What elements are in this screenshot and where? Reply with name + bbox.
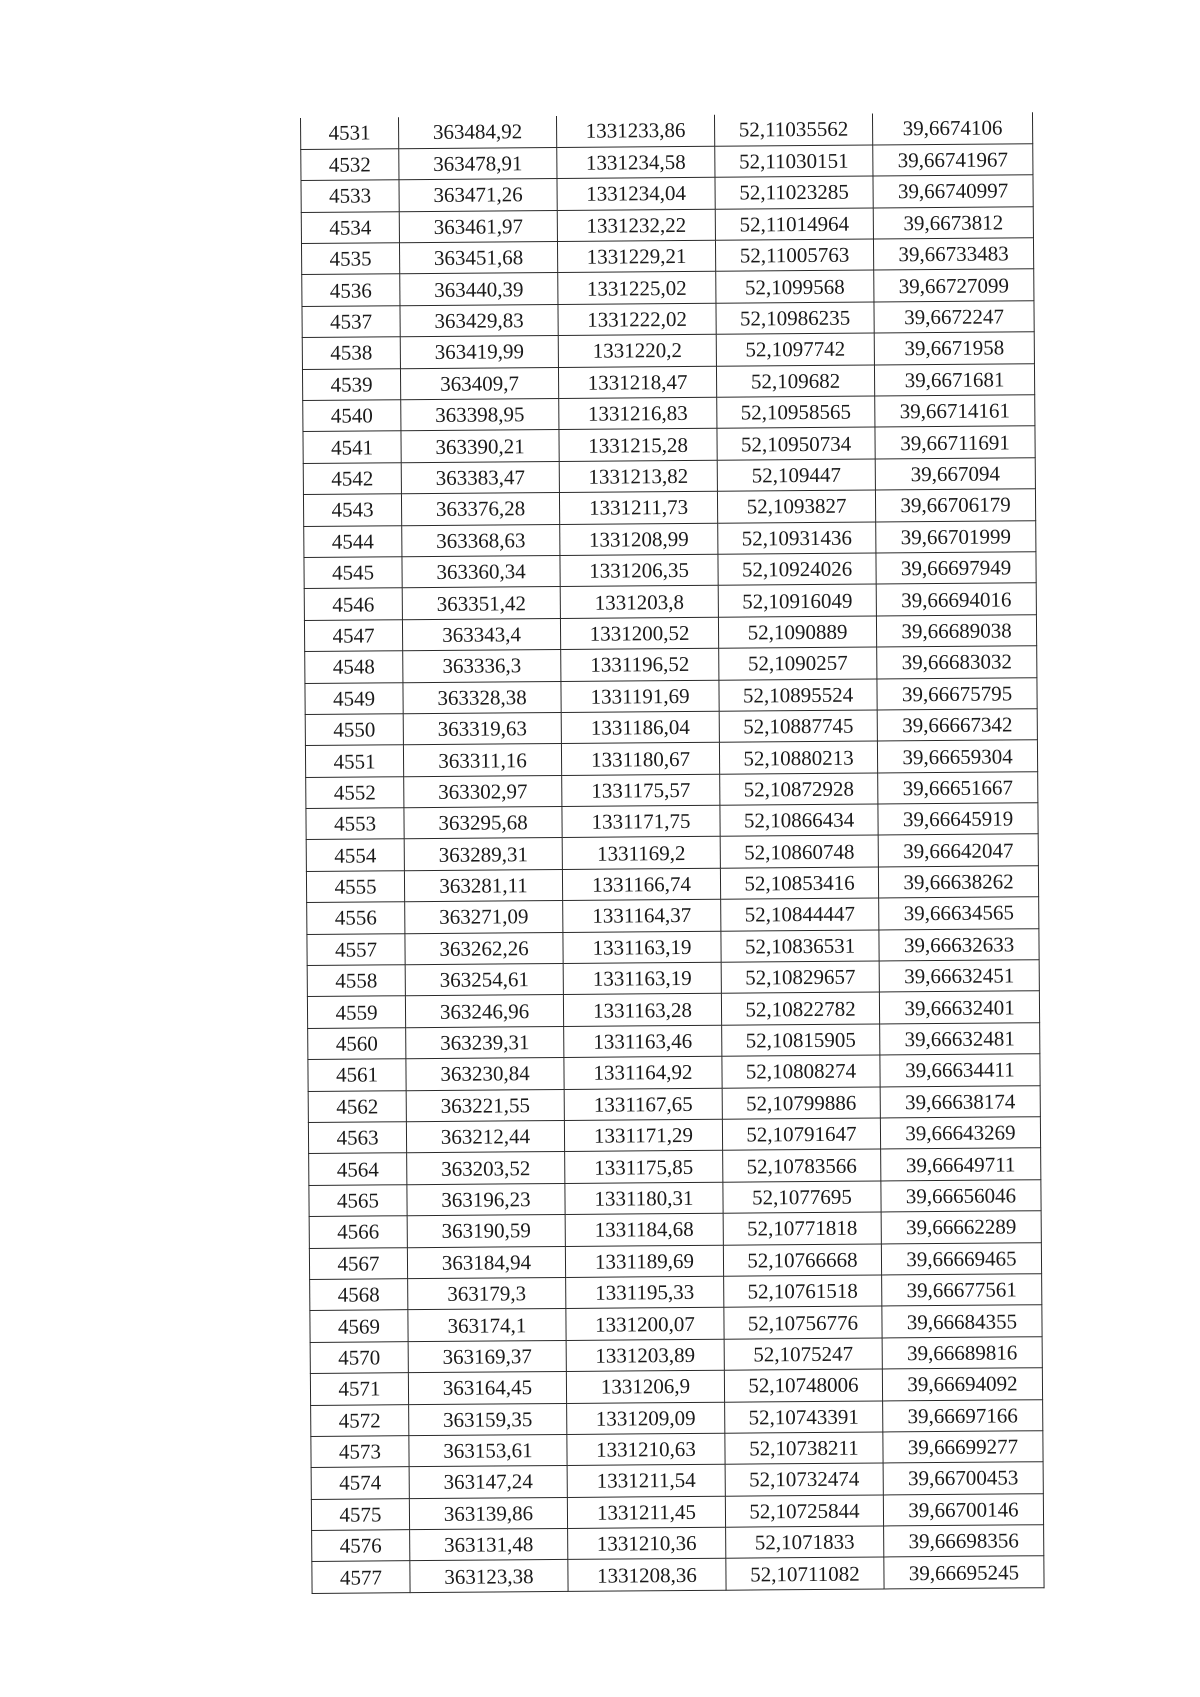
y-coordinate-cell: 1331220,2 <box>558 334 716 367</box>
x-coordinate-cell: 363289,31 <box>404 838 562 871</box>
x-coordinate-cell: 363409,7 <box>400 367 558 400</box>
y-coordinate-cell: 1331186,04 <box>561 711 719 744</box>
point-number-cell: 4574 <box>311 1467 409 1499</box>
point-number-cell: 4550 <box>305 714 403 746</box>
x-coordinate-cell: 363230,84 <box>406 1058 564 1091</box>
longitude-cell: 39,66698356 <box>884 1525 1044 1558</box>
y-coordinate-cell: 1331175,57 <box>562 774 720 807</box>
x-coordinate-cell: 363196,23 <box>407 1183 565 1216</box>
x-coordinate-cell: 363376,28 <box>401 493 559 526</box>
latitude-cell: 52,10815905 <box>722 1024 880 1057</box>
latitude-cell: 52,1071833 <box>726 1526 884 1559</box>
point-number-cell: 4560 <box>308 1028 406 1060</box>
x-coordinate-cell: 363383,47 <box>401 461 559 494</box>
x-coordinate-cell: 363368,63 <box>402 524 560 557</box>
longitude-cell: 39,66638262 <box>878 866 1038 899</box>
point-number-cell: 4533 <box>301 180 399 212</box>
x-coordinate-cell: 363221,55 <box>406 1089 564 1122</box>
coordinates-table <box>300 112 1045 1594</box>
coordinates-table-container <box>300 112 1045 1594</box>
latitude-cell: 52,10711082 <box>726 1557 884 1590</box>
y-coordinate-cell: 1331200,52 <box>560 617 718 650</box>
latitude-cell: 52,10829657 <box>721 961 879 994</box>
y-coordinate-cell: 1331229,21 <box>557 240 715 273</box>
longitude-cell: 39,66632481 <box>880 1023 1040 1056</box>
longitude-cell: 39,66697949 <box>876 552 1036 585</box>
latitude-cell: 52,10748006 <box>724 1369 882 1402</box>
x-coordinate-cell: 363281,11 <box>404 869 562 902</box>
y-coordinate-cell: 1331210,36 <box>568 1527 726 1560</box>
y-coordinate-cell: 1331171,29 <box>564 1119 722 1152</box>
point-number-cell: 4544 <box>304 525 402 557</box>
latitude-cell: 52,10844447 <box>721 898 879 931</box>
y-coordinate-cell: 1331189,69 <box>565 1245 723 1278</box>
latitude-cell: 52,10743391 <box>725 1400 883 1433</box>
point-number-cell: 4557 <box>307 933 405 965</box>
x-coordinate-cell: 363343,4 <box>402 618 560 651</box>
latitude-cell: 52,10895524 <box>719 679 877 712</box>
longitude-cell: 39,66651667 <box>878 771 1038 804</box>
longitude-cell: 39,66699277 <box>883 1431 1043 1464</box>
latitude-cell: 52,10836531 <box>721 930 879 963</box>
point-number-cell: 4536 <box>302 274 400 306</box>
y-coordinate-cell: 1331234,58 <box>557 146 715 179</box>
point-number-cell: 4554 <box>306 839 404 871</box>
x-coordinate-cell: 363351,42 <box>402 587 560 620</box>
point-number-cell: 4543 <box>303 494 401 526</box>
x-coordinate-cell: 363246,96 <box>405 995 563 1028</box>
y-coordinate-cell: 1331191,69 <box>561 680 719 713</box>
latitude-cell: 52,1090889 <box>718 616 876 649</box>
point-number-cell: 4549 <box>305 682 403 714</box>
longitude-cell: 39,66700146 <box>883 1493 1043 1526</box>
longitude-cell: 39,66701999 <box>876 520 1036 553</box>
y-coordinate-cell: 1331215,28 <box>559 429 717 462</box>
latitude-cell: 52,1093827 <box>717 490 875 523</box>
point-number-cell: 4532 <box>301 149 399 181</box>
longitude-cell: 39,66683032 <box>877 646 1037 679</box>
point-number-cell: 4540 <box>303 400 401 432</box>
point-number-cell: 4563 <box>308 1122 406 1154</box>
point-number-cell: 4552 <box>306 776 404 808</box>
y-coordinate-cell: 1331163,19 <box>563 931 721 964</box>
point-number-cell: 4566 <box>309 1216 407 1248</box>
x-coordinate-cell: 363139,86 <box>409 1497 567 1530</box>
latitude-cell: 52,10732474 <box>725 1463 883 1496</box>
latitude-cell: 52,10950734 <box>717 427 875 460</box>
point-number-cell: 4548 <box>305 651 403 683</box>
longitude-cell: 39,6674106 <box>872 112 1032 145</box>
latitude-cell: 52,10860748 <box>720 835 878 868</box>
point-number-cell: 4569 <box>310 1310 408 1342</box>
y-coordinate-cell: 1331196,52 <box>561 648 719 681</box>
longitude-cell: 39,66695245 <box>884 1556 1044 1589</box>
latitude-cell: 52,1077695 <box>723 1181 881 1214</box>
x-coordinate-cell: 363429,83 <box>400 304 558 337</box>
x-coordinate-cell: 363319,63 <box>403 712 561 745</box>
longitude-cell: 39,66667342 <box>877 709 1037 742</box>
y-coordinate-cell: 1331206,9 <box>566 1370 724 1403</box>
longitude-cell: 39,667094 <box>875 458 1035 491</box>
longitude-cell: 39,66733483 <box>873 238 1033 271</box>
longitude-cell: 39,66689816 <box>882 1336 1042 1369</box>
x-coordinate-cell: 363398,95 <box>401 398 559 431</box>
point-number-cell: 4542 <box>303 463 401 495</box>
latitude-cell: 52,10822782 <box>721 992 879 1025</box>
y-coordinate-cell: 1331184,68 <box>565 1213 723 1246</box>
latitude-cell: 52,109447 <box>717 459 875 492</box>
y-coordinate-cell: 1331200,07 <box>566 1308 724 1341</box>
longitude-cell: 39,66677561 <box>882 1274 1042 1307</box>
latitude-cell: 52,10761518 <box>724 1275 882 1308</box>
point-number-cell: 4562 <box>308 1090 406 1122</box>
longitude-cell: 39,66741967 <box>873 144 1033 177</box>
point-number-cell: 4567 <box>309 1247 407 1279</box>
latitude-cell: 52,10756776 <box>724 1306 882 1339</box>
latitude-cell: 52,11035562 <box>714 114 872 147</box>
longitude-cell: 39,66634411 <box>880 1054 1040 1087</box>
y-coordinate-cell: 1331163,28 <box>563 994 721 1027</box>
longitude-cell: 39,66645919 <box>878 803 1038 836</box>
y-coordinate-cell: 1331169,2 <box>562 837 720 870</box>
longitude-cell: 39,66656046 <box>881 1179 1041 1212</box>
point-number-cell: 4572 <box>311 1404 409 1436</box>
y-coordinate-cell: 1331163,46 <box>564 1025 722 1058</box>
point-number-cell: 4539 <box>302 368 400 400</box>
latitude-cell: 52,10738211 <box>725 1432 883 1465</box>
longitude-cell: 39,66643269 <box>880 1117 1040 1150</box>
point-number-cell: 4575 <box>311 1498 409 1530</box>
x-coordinate-cell: 363212,44 <box>406 1120 564 1153</box>
x-coordinate-cell: 363131,48 <box>410 1529 568 1562</box>
longitude-cell: 39,66642047 <box>878 834 1038 867</box>
point-number-cell: 4531 <box>300 117 398 149</box>
y-coordinate-cell: 1331222,02 <box>558 303 716 336</box>
x-coordinate-cell: 363328,38 <box>403 681 561 714</box>
longitude-cell: 39,66684355 <box>882 1305 1042 1338</box>
longitude-cell: 39,6671958 <box>874 332 1034 365</box>
latitude-cell: 52,11023285 <box>715 176 873 209</box>
point-number-cell: 4570 <box>310 1341 408 1373</box>
longitude-cell: 39,66706179 <box>875 489 1035 522</box>
longitude-cell: 39,66700453 <box>883 1462 1043 1495</box>
longitude-cell: 39,66689038 <box>876 614 1036 647</box>
y-coordinate-cell: 1331225,02 <box>558 272 716 305</box>
point-number-cell: 4571 <box>310 1373 408 1405</box>
x-coordinate-cell: 363262,26 <box>405 932 563 965</box>
latitude-cell: 52,10771818 <box>723 1212 881 1245</box>
point-number-cell: 4538 <box>302 337 400 369</box>
longitude-cell: 39,66634565 <box>879 897 1039 930</box>
y-coordinate-cell: 1331164,92 <box>564 1056 722 1089</box>
longitude-cell: 39,66711691 <box>875 426 1035 459</box>
y-coordinate-cell: 1331216,83 <box>559 397 717 430</box>
x-coordinate-cell: 363440,39 <box>400 273 558 306</box>
x-coordinate-cell: 363147,24 <box>409 1466 567 1499</box>
latitude-cell: 52,10766668 <box>723 1244 881 1277</box>
longitude-cell: 39,66675795 <box>877 677 1037 710</box>
latitude-cell: 52,10887745 <box>719 710 877 743</box>
latitude-cell: 52,10872928 <box>720 773 878 806</box>
longitude-cell: 39,66659304 <box>877 740 1037 773</box>
latitude-cell: 52,1097742 <box>716 333 874 366</box>
point-number-cell: 4553 <box>306 808 404 840</box>
x-coordinate-cell: 363239,31 <box>406 1026 564 1059</box>
x-coordinate-cell: 363484,92 <box>398 116 556 149</box>
point-number-cell: 4561 <box>308 1059 406 1091</box>
y-coordinate-cell: 1331218,47 <box>558 366 716 399</box>
point-number-cell: 4534 <box>301 211 399 243</box>
x-coordinate-cell: 363190,59 <box>407 1215 565 1248</box>
y-coordinate-cell: 1331232,22 <box>557 209 715 242</box>
y-coordinate-cell: 1331203,8 <box>560 586 718 619</box>
x-coordinate-cell: 363184,94 <box>407 1246 565 1279</box>
y-coordinate-cell: 1331234,04 <box>557 178 715 211</box>
point-number-cell: 4564 <box>309 1153 407 1185</box>
y-coordinate-cell: 1331171,75 <box>562 805 720 838</box>
y-coordinate-cell: 1331210,63 <box>567 1433 725 1466</box>
y-coordinate-cell: 1331166,74 <box>562 868 720 901</box>
y-coordinate-cell: 1331163,19 <box>563 962 721 995</box>
x-coordinate-cell: 363360,34 <box>402 555 560 588</box>
x-coordinate-cell: 363271,09 <box>405 901 563 934</box>
y-coordinate-cell: 1331175,85 <box>565 1151 723 1184</box>
point-number-cell: 4545 <box>304 557 402 589</box>
y-coordinate-cell: 1331180,31 <box>565 1182 723 1215</box>
longitude-cell: 39,66649711 <box>881 1148 1041 1181</box>
point-number-cell: 4555 <box>306 871 404 903</box>
coordinates-table-body <box>300 112 1044 1593</box>
longitude-cell: 39,66697166 <box>883 1399 1043 1432</box>
y-coordinate-cell: 1331195,33 <box>566 1276 724 1309</box>
y-coordinate-cell: 1331208,36 <box>568 1559 726 1592</box>
latitude-cell: 52,1090257 <box>719 647 877 680</box>
point-number-cell: 4568 <box>310 1279 408 1311</box>
y-coordinate-cell: 1331233,86 <box>556 115 714 148</box>
latitude-cell: 52,11014964 <box>715 208 873 241</box>
latitude-cell: 52,1099568 <box>716 270 874 303</box>
latitude-cell: 52,10866434 <box>720 804 878 837</box>
longitude-cell: 39,66727099 <box>874 269 1034 302</box>
x-coordinate-cell: 363174,1 <box>408 1309 566 1342</box>
x-coordinate-cell: 363153,61 <box>409 1434 567 1467</box>
longitude-cell: 39,6673812 <box>873 206 1033 239</box>
latitude-cell: 52,109682 <box>716 365 874 398</box>
y-coordinate-cell: 1331180,67 <box>561 743 719 776</box>
x-coordinate-cell: 363311,16 <box>403 744 561 777</box>
longitude-cell: 39,66714161 <box>875 395 1035 428</box>
x-coordinate-cell: 363254,61 <box>405 964 563 997</box>
x-coordinate-cell: 363471,26 <box>399 179 557 212</box>
x-coordinate-cell: 363203,52 <box>407 1152 565 1185</box>
x-coordinate-cell: 363169,37 <box>408 1340 566 1373</box>
point-number-cell: 4559 <box>307 996 405 1028</box>
table-row <box>312 1556 1044 1593</box>
point-number-cell: 4535 <box>301 243 399 275</box>
latitude-cell: 52,10783566 <box>723 1149 881 1182</box>
x-coordinate-cell: 363123,38 <box>410 1560 568 1593</box>
longitude-cell: 39,66694092 <box>882 1368 1042 1401</box>
latitude-cell: 52,11005763 <box>715 239 873 272</box>
y-coordinate-cell: 1331211,73 <box>559 491 717 524</box>
y-coordinate-cell: 1331206,35 <box>560 554 718 587</box>
latitude-cell: 52,10853416 <box>720 867 878 900</box>
longitude-cell: 39,66740997 <box>873 175 1033 208</box>
x-coordinate-cell: 363164,45 <box>408 1372 566 1405</box>
longitude-cell: 39,66632401 <box>879 991 1039 1024</box>
y-coordinate-cell: 1331167,65 <box>564 1088 722 1121</box>
x-coordinate-cell: 363302,97 <box>404 775 562 808</box>
x-coordinate-cell: 363336,3 <box>403 650 561 683</box>
latitude-cell: 52,1075247 <box>724 1338 882 1371</box>
y-coordinate-cell: 1331213,82 <box>559 460 717 493</box>
point-number-cell: 4558 <box>307 965 405 997</box>
point-number-cell: 4551 <box>305 745 403 777</box>
longitude-cell: 39,6671681 <box>874 363 1034 396</box>
longitude-cell: 39,6672247 <box>874 301 1034 334</box>
latitude-cell: 52,10958565 <box>717 396 875 429</box>
point-number-cell: 4546 <box>304 588 402 620</box>
longitude-cell: 39,66669465 <box>881 1242 1041 1275</box>
latitude-cell: 52,10791647 <box>722 1118 880 1151</box>
longitude-cell: 39,66632633 <box>879 928 1039 961</box>
point-number-cell: 4577 <box>312 1561 410 1593</box>
point-number-cell: 4537 <box>302 306 400 338</box>
x-coordinate-cell: 363451,68 <box>399 242 557 275</box>
x-coordinate-cell: 363159,35 <box>409 1403 567 1436</box>
y-coordinate-cell: 1331208,99 <box>560 523 718 556</box>
latitude-cell: 52,10880213 <box>719 741 877 774</box>
point-number-cell: 4576 <box>312 1530 410 1562</box>
latitude-cell: 52,11030151 <box>715 145 873 178</box>
x-coordinate-cell: 363179,3 <box>408 1277 566 1310</box>
longitude-cell: 39,66694016 <box>876 583 1036 616</box>
latitude-cell: 52,10808274 <box>722 1055 880 1088</box>
point-number-cell: 4573 <box>311 1436 409 1468</box>
x-coordinate-cell: 363461,97 <box>399 210 557 243</box>
y-coordinate-cell: 1331164,37 <box>563 899 721 932</box>
y-coordinate-cell: 1331203,89 <box>566 1339 724 1372</box>
latitude-cell: 52,10931436 <box>718 522 876 555</box>
longitude-cell: 39,66638174 <box>880 1085 1040 1118</box>
point-number-cell: 4541 <box>303 431 401 463</box>
latitude-cell: 52,10986235 <box>716 302 874 335</box>
point-number-cell: 4547 <box>304 619 402 651</box>
point-number-cell: 4565 <box>309 1184 407 1216</box>
y-coordinate-cell: 1331211,45 <box>567 1496 725 1529</box>
longitude-cell: 39,66632451 <box>879 960 1039 993</box>
x-coordinate-cell: 363295,68 <box>404 807 562 840</box>
latitude-cell: 52,10725844 <box>725 1495 883 1528</box>
longitude-cell: 39,66662289 <box>881 1211 1041 1244</box>
x-coordinate-cell: 363419,99 <box>400 336 558 369</box>
x-coordinate-cell: 363478,91 <box>399 147 557 180</box>
y-coordinate-cell: 1331211,54 <box>567 1464 725 1497</box>
point-number-cell: 4556 <box>307 902 405 934</box>
latitude-cell: 52,10924026 <box>718 553 876 586</box>
latitude-cell: 52,10916049 <box>718 584 876 617</box>
x-coordinate-cell: 363390,21 <box>401 430 559 463</box>
latitude-cell: 52,10799886 <box>722 1087 880 1120</box>
y-coordinate-cell: 1331209,09 <box>567 1402 725 1435</box>
